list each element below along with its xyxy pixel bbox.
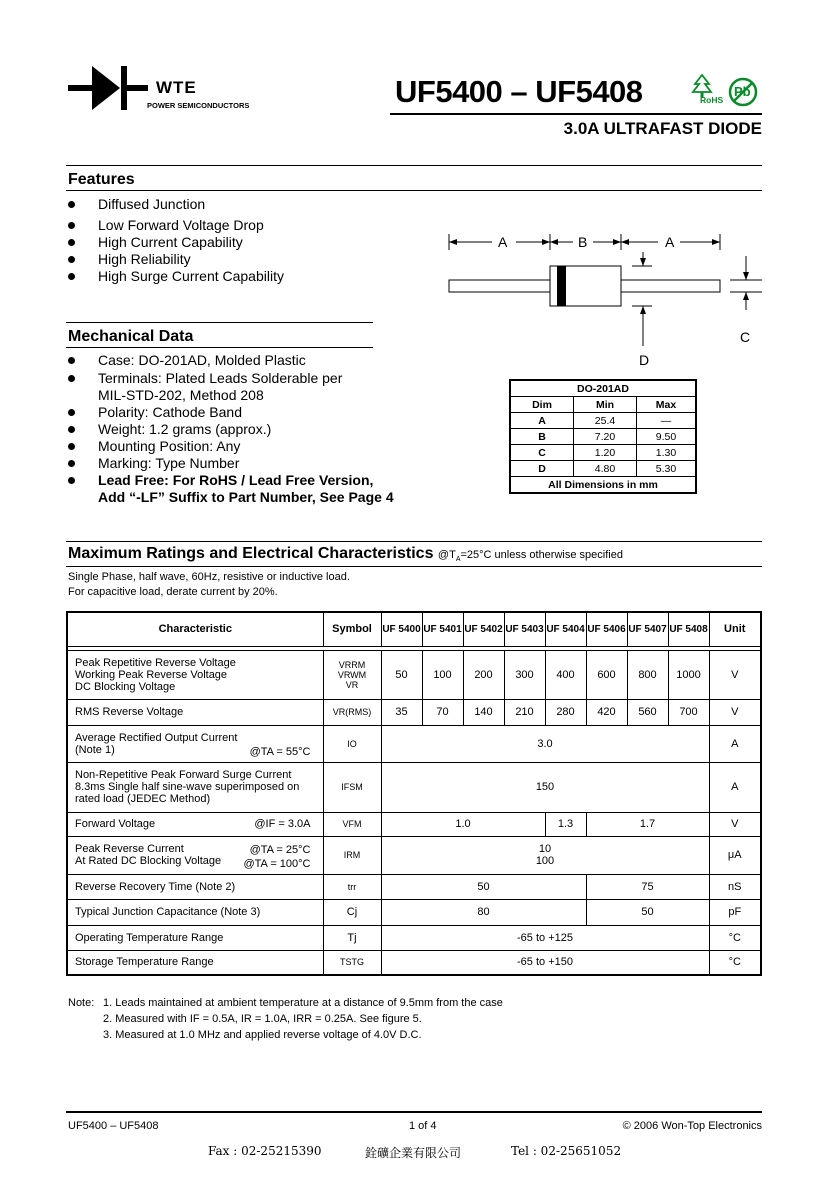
table-cell: 1000 xyxy=(668,650,709,699)
dim-header: Dim xyxy=(510,397,574,413)
features-list: Diffused Junction Low Forward Voltage Drop High Current Capability High Reliability High Surge Current Capability xyxy=(68,196,388,296)
title-rule xyxy=(390,113,762,115)
header-part: UF 5400 xyxy=(381,612,422,646)
dim-cell: 7.20 xyxy=(574,429,637,445)
row-label: Non-Repetitive Peak Forward Surge Current 8.3ms Single half sine-wave superimposed on rated load (JEDEC Method) xyxy=(67,762,323,812)
table-cell: 75 xyxy=(586,874,709,899)
header-part: UF 5407 xyxy=(627,612,668,646)
table-row xyxy=(67,699,761,725)
table-row xyxy=(67,925,761,950)
row-label: Forward Voltage @IF = 3.0A xyxy=(67,812,323,836)
tel-number: Tel : 02-25651052 xyxy=(511,1144,622,1158)
header-part: UF 5408 xyxy=(668,612,709,646)
row-symbol: VFM xyxy=(323,812,381,836)
header-part: UF 5401 xyxy=(422,612,463,646)
row-label: Average Rectified Output Current (Note 1) @TA = 55°C xyxy=(67,725,323,762)
dim-cell: 1.30 xyxy=(637,445,697,461)
note-item: 3. Measured at 1.0 MHz and applied reverse voltage of 4.0V D.C. xyxy=(103,1029,422,1041)
row-label: Peak Repetitive Reverse Voltage Working Peak Reverse Voltage DC Blocking Voltage xyxy=(67,650,323,699)
row-symbol: trr xyxy=(323,874,381,899)
table-cell: 50 xyxy=(586,899,709,925)
features-title: Features xyxy=(68,171,135,188)
dim-cell: 4.80 xyxy=(574,461,637,477)
row-symbol: VR(RMS) xyxy=(323,699,381,725)
dim-cell: A xyxy=(510,413,574,429)
table-cell: 1.0 xyxy=(381,812,545,836)
table-cell: 70 xyxy=(422,699,463,725)
table-cell: 80 xyxy=(381,899,586,925)
fax-number: Fax : 02-25215390 xyxy=(208,1144,322,1158)
table-row xyxy=(510,445,696,461)
dim-label-b: B xyxy=(578,234,588,250)
table-cell: 140 xyxy=(463,699,504,725)
header-characteristic: Characteristic xyxy=(67,612,323,646)
distributor-name: 銓礦企業有限公司 xyxy=(365,1146,462,1160)
table-cell: 100 xyxy=(422,650,463,699)
footer-page-number: 1 of 4 xyxy=(409,1120,437,1132)
table-cell: V xyxy=(709,699,761,725)
table-cell: 700 xyxy=(668,699,709,725)
dim-label-d: D xyxy=(639,352,650,368)
table-cell: 150 xyxy=(381,762,709,812)
rohs-badge xyxy=(690,74,726,108)
rohs-label: RoHS xyxy=(700,95,724,105)
dim-label-a1: A xyxy=(498,234,508,250)
table-cell: 200 xyxy=(463,650,504,699)
table-cell: 3.0 xyxy=(381,725,709,762)
table-row xyxy=(67,650,761,699)
table-row xyxy=(67,725,761,762)
mechanical-top-rule xyxy=(66,322,373,323)
dim-label-c: C xyxy=(740,329,751,345)
header-symbol: Symbol xyxy=(323,612,381,646)
mechanical-list: Case: DO-201AD, Molded Plastic Terminals: Plated Leads Solderable per MIL-STD-202, Method 208 Polarity: Cathode Band Weight: 1.2 grams (approx.) Mounting Position: Any Marking: Type Number Lead Free: For RoHS / Lead Free Version, Add “-LF” Suffix to Part Number, See Page 4 xyxy=(68,352,428,512)
table-cell: A xyxy=(709,725,761,762)
table-row xyxy=(67,899,761,925)
footer-copyright: © 2006 Won-Top Electronics xyxy=(622,1120,762,1132)
row-symbol: TSTG xyxy=(323,950,381,975)
dim-cell: D xyxy=(510,461,574,477)
table-cell: 560 xyxy=(627,699,668,725)
row-label: Peak Reverse Current At Rated DC Blocking Voltage @TA = 25°C @TA = 100°C xyxy=(67,836,323,874)
row-symbol: Cj xyxy=(323,899,381,925)
table-row xyxy=(67,950,761,975)
part-title: UF5400 – UF5408 xyxy=(395,74,643,109)
header-unit: Unit xyxy=(709,612,761,646)
table-cell: 400 xyxy=(545,650,586,699)
company-logo xyxy=(68,64,248,114)
dim-cell: 9.50 xyxy=(637,429,697,445)
pb-free-badge xyxy=(728,77,758,107)
ratings-heading xyxy=(68,545,623,563)
table-cell: °C xyxy=(709,950,761,975)
table-cell: 210 xyxy=(504,699,545,725)
ratings-condition: $@T_A=25^\circ C$ unless otherwise specified xyxy=(437,549,623,564)
note-item: 2. Measured with IF = 0.5A, IR = 1.0A, IRR = 0.25A. See figure 5. xyxy=(103,1013,422,1025)
table-cell: nS xyxy=(709,874,761,899)
dim-header: Min xyxy=(574,397,637,413)
dim-cell: 5.30 xyxy=(637,461,697,477)
header-part: UF 5406 xyxy=(586,612,627,646)
mechanical-title: Mechanical Data xyxy=(68,328,194,345)
table-row xyxy=(67,762,761,812)
logo-text: WTE xyxy=(156,78,197,97)
table-cell: 50 xyxy=(381,650,422,699)
dim-cell: B xyxy=(510,429,574,445)
part-subtitle: 3.0A ULTRAFAST DIODE xyxy=(563,119,762,138)
features-bottom-rule xyxy=(66,190,762,191)
table-cell: -65 to +150 xyxy=(381,950,709,975)
row-label: Operating Temperature Range xyxy=(67,925,323,950)
pb-label: Pb xyxy=(734,84,751,99)
dim-table-title: DO-201AD xyxy=(510,380,696,397)
table-cell: 800 xyxy=(627,650,668,699)
table-row xyxy=(67,812,761,836)
ratings-intro-2: For capacitive load, derate current by 20%. xyxy=(68,586,278,598)
table-row xyxy=(67,836,761,874)
table-row xyxy=(510,461,696,477)
table-cell: °C xyxy=(709,925,761,950)
dim-cell: 25.4 xyxy=(574,413,637,429)
footer-rule xyxy=(66,1111,762,1113)
table-row xyxy=(510,413,696,429)
table-cell: 10 100 xyxy=(381,836,709,874)
row-symbol: IO xyxy=(323,725,381,762)
row-symbol: VRRM VRWM VR xyxy=(323,650,381,699)
row-label: Reverse Recovery Time (Note 2) xyxy=(67,874,323,899)
dim-header: Max xyxy=(637,397,697,413)
dim-table-footer: All Dimensions in mm xyxy=(510,477,696,494)
row-symbol: IFSM xyxy=(323,762,381,812)
table-cell: -65 to +125 xyxy=(381,925,709,950)
row-label: RMS Reverse Voltage xyxy=(67,699,323,725)
logo-subtitle: POWER SEMICONDUCTORS xyxy=(147,101,250,110)
row-label: Storage Temperature Range xyxy=(67,950,323,975)
dim-cell: 1.20 xyxy=(574,445,637,461)
row-symbol: IRM xyxy=(323,836,381,874)
table-cell: 300 xyxy=(504,650,545,699)
table-cell: 50 xyxy=(381,874,586,899)
dim-label-a2: A xyxy=(665,234,675,250)
table-cell: 420 xyxy=(586,699,627,725)
mechanical-bottom-rule xyxy=(66,347,373,348)
dimension-table xyxy=(509,379,697,494)
diode-logo-icon xyxy=(68,64,148,112)
note-item: 1. Leads maintained at ambient temperature at a distance of 9.5mm from the case xyxy=(103,997,503,1009)
table-cell: 1.3 xyxy=(545,812,586,836)
table-cell: 600 xyxy=(586,650,627,699)
dim-cell: — xyxy=(637,413,697,429)
ratings-title: Maximum Ratings and Electrical Characteristics xyxy=(68,545,434,562)
table-cell: A xyxy=(709,762,761,812)
ratings-bottom-rule xyxy=(66,566,762,567)
features-top-rule xyxy=(66,165,762,166)
table-cell: V xyxy=(709,650,761,699)
ratings-top-rule xyxy=(66,541,762,542)
table-cell: μA xyxy=(709,836,761,874)
table-cell: pF xyxy=(709,899,761,925)
table-cell: 35 xyxy=(381,699,422,725)
table-cell: 1.7 xyxy=(586,812,709,836)
table-row xyxy=(510,429,696,445)
row-symbol: Tj xyxy=(323,925,381,950)
row-label: Typical Junction Capacitance (Note 3) xyxy=(67,899,323,925)
ratings-intro-1: Single Phase, half wave, 60Hz, resistive or inductive load. xyxy=(68,571,350,583)
package-drawing xyxy=(440,228,770,373)
header-part: UF 5404 xyxy=(545,612,586,646)
table-cell: 280 xyxy=(545,699,586,725)
ratings-table xyxy=(66,611,762,976)
footer-part-range: UF5400 – UF5408 xyxy=(68,1120,159,1132)
table-cell: V xyxy=(709,812,761,836)
table-row xyxy=(67,874,761,899)
header-part: UF 5402 xyxy=(463,612,504,646)
header-part: UF 5403 xyxy=(504,612,545,646)
notes-label: Note: xyxy=(68,997,95,1009)
table-header-row xyxy=(67,612,761,646)
dim-cell: C xyxy=(510,445,574,461)
